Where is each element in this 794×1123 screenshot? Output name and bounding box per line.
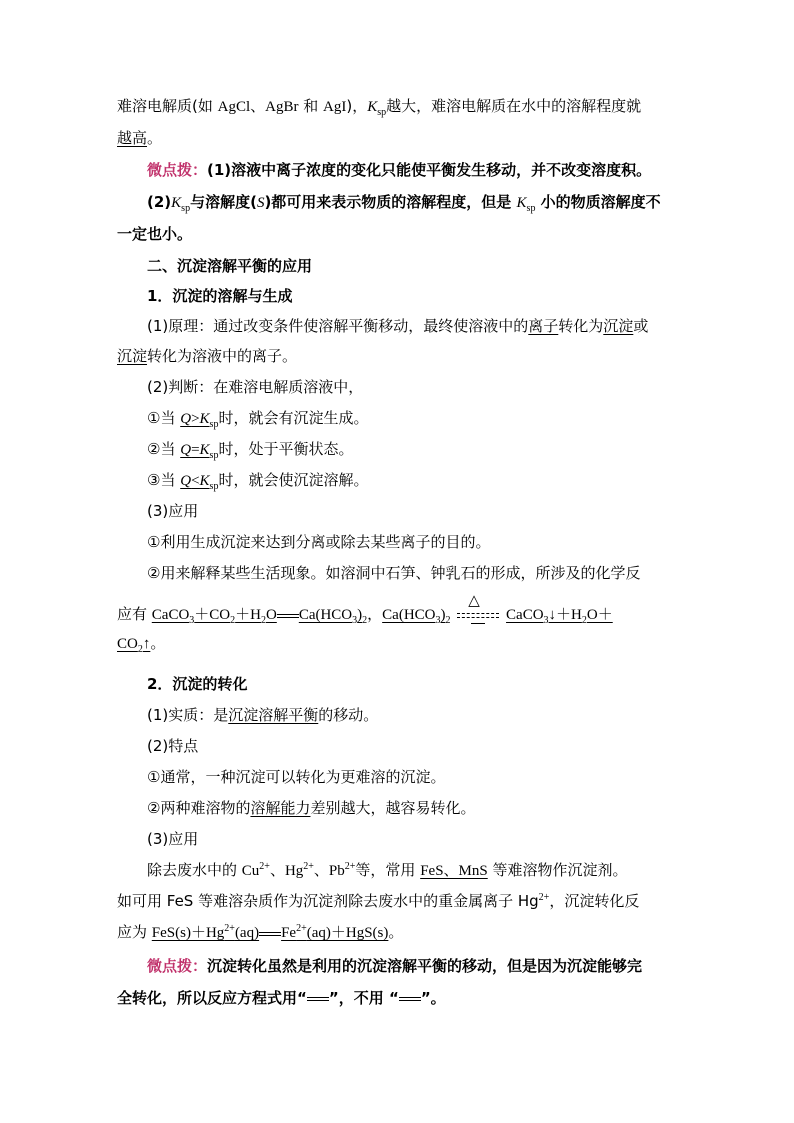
ksp-symbol: K xyxy=(171,195,182,211)
equation-forward: $CaCO_3+CO_2+H_2O$ $Ca(HCO_3)_2$ xyxy=(151,607,368,626)
text-span: ，沉淀转化反 xyxy=(549,892,640,910)
text-line xyxy=(117,891,639,911)
equation-line: 应有 $CaCO_3+CO_2+H_2O$ $Ca(HCO_3)_2$，$Ca(HCO_3)_2$ △ $CaCO_3↓+H_2O+$ xyxy=(117,591,613,626)
text-line xyxy=(147,860,628,881)
heat-symbol: △ xyxy=(468,591,480,609)
q-symbol: Q xyxy=(180,411,192,427)
text-line xyxy=(147,377,363,397)
text-span: 或 xyxy=(633,317,649,335)
text-span: 越大，难溶电解质在水中的溶解程度就 xyxy=(386,97,642,115)
operator: < xyxy=(191,473,200,489)
text-span: 与溶解度( xyxy=(190,193,257,211)
text-line xyxy=(117,128,162,148)
heading-text: 2．沉淀的转化 xyxy=(147,675,248,693)
equation-line xyxy=(117,922,403,943)
ksp-subscript: sp xyxy=(181,203,191,214)
equals-sign-symbol xyxy=(307,997,329,1001)
answer-underlined: 离子 xyxy=(528,317,559,335)
text-span: 时，就会使沉淀溶解。 xyxy=(218,471,369,489)
text-line xyxy=(117,224,192,244)
ksp-subscript: sp xyxy=(377,107,387,118)
text-span: 。 xyxy=(150,634,166,652)
ksp-symbol: K xyxy=(516,195,527,211)
formula-agbr: AgBr xyxy=(265,99,299,115)
ksp-symbol: K xyxy=(199,442,210,458)
text-line xyxy=(117,96,641,117)
ksp-subscript: sp xyxy=(209,450,219,461)
superscript: 2+ xyxy=(538,892,550,903)
text-line xyxy=(147,798,475,818)
text-span: 小的物质溶解度不 xyxy=(535,193,661,211)
text-span: 应为 xyxy=(117,923,152,941)
text-span: ③当 xyxy=(147,471,181,489)
text-line xyxy=(117,346,297,366)
text-span: )， xyxy=(346,97,368,115)
text-span: 时，就会有沉淀生成。 xyxy=(218,409,369,427)
answer-underlined: 沉淀溶解平衡 xyxy=(228,706,319,724)
ksp-symbol: K xyxy=(199,473,210,489)
text-span: (3)应用 xyxy=(147,830,199,848)
text-line xyxy=(147,829,198,849)
text-line xyxy=(147,470,368,491)
answer-underlined: 沉淀 xyxy=(117,347,148,365)
section-heading xyxy=(147,256,312,276)
text-span: 转化为溶液中的离子。 xyxy=(147,347,298,365)
text-span: 和 xyxy=(298,97,324,115)
text-span: (1)实质：是 xyxy=(147,706,229,724)
text-span: 等难溶物作沉淀剂。 xyxy=(487,861,628,879)
operator: > xyxy=(191,411,200,427)
equation-products-cont: $CO_2↑$ xyxy=(117,636,151,655)
tip-label: 微点拨： xyxy=(147,161,208,179)
formula-agcl: AgCl xyxy=(217,99,251,115)
text-line xyxy=(147,316,648,336)
tip-line xyxy=(147,160,651,180)
answer-underlined: 溶解能力 xyxy=(250,799,311,817)
ksp-subscript: sp xyxy=(209,481,219,492)
answer-underlined: FeS、MnS xyxy=(420,863,488,879)
tip-text: 全转化，所以反应方程式用“ xyxy=(117,989,307,1007)
ksp-subscript: sp xyxy=(526,203,536,214)
operator: = xyxy=(191,442,200,458)
subsection-heading xyxy=(147,286,292,306)
answer-underlined: 越高 xyxy=(117,129,148,147)
text-span: (1)原理：通过改变条件使溶解平衡移动，最终使溶液中的 xyxy=(147,317,529,335)
text-line xyxy=(147,705,378,725)
answer-underlined: 沉淀 xyxy=(603,317,634,335)
text-span: 。 xyxy=(147,129,163,147)
text-span: 应有 xyxy=(117,605,152,623)
text-span: 。 xyxy=(388,923,404,941)
text-span: ②两种难溶物的 xyxy=(147,799,251,817)
text-span: ②用来解释某些生活现象。如溶洞中石笋、钟乳石的形成，所涉及的化学反 xyxy=(147,564,641,582)
tip-text: (1)溶液中离子浓度的变化只能使平衡发生移动，并不改变溶度积。 xyxy=(207,161,652,179)
text-span: 如可用 FeS 等难溶杂质作为沉淀剂除去废水中的重金属离子 Hg xyxy=(117,892,539,910)
reversible-sign-symbol xyxy=(399,997,421,1001)
text-span: ①当 xyxy=(147,409,181,427)
text-line xyxy=(147,767,445,787)
text-span: 除去废水中的 xyxy=(147,861,242,879)
q-symbol: Q xyxy=(180,473,192,489)
text-line xyxy=(147,563,640,583)
text-line xyxy=(147,439,353,460)
heading-text: 1．沉淀的溶解与生成 xyxy=(147,287,293,305)
text-span: 一定也小。 xyxy=(117,225,193,243)
heading-text: 二、沉淀溶解平衡的应用 xyxy=(147,257,313,275)
tip-line xyxy=(147,956,642,976)
text-span: ①通常，一种沉淀可以转化为更难溶的沉淀。 xyxy=(147,768,446,786)
text-span: 转化为 xyxy=(558,317,604,335)
text-span: 难溶电解质(如 xyxy=(117,97,218,115)
text-line xyxy=(117,633,165,654)
equation-products: $CaCO_3↓+H_2O+$ xyxy=(506,607,613,626)
text-span: 差别越大，越容易转化。 xyxy=(310,799,476,817)
tip-text: ”，不用 “ xyxy=(328,989,399,1007)
text-span: 的移动。 xyxy=(318,706,379,724)
tip-text: 沉淀转化虽然是利用的沉淀溶解平衡的移动，但是因为沉淀能够完 xyxy=(207,957,643,975)
text-line xyxy=(147,192,661,213)
formula-agi: AgI xyxy=(323,99,347,115)
q-symbol: Q xyxy=(180,442,192,458)
text-span: ①利用生成沉淀来达到分离或除去某些离子的目的。 xyxy=(147,533,491,551)
equation-reactant: $Ca(HCO_3)_2$ xyxy=(382,607,451,626)
ksp-symbol: K xyxy=(367,99,378,115)
tip-line xyxy=(117,988,446,1008)
text-span: 等，常用 xyxy=(355,861,421,879)
ksp-subscript: sp xyxy=(209,419,219,430)
ion-list: $Cu^{2+}$、$Hg^{2+}$、$Pb^{2+}$ xyxy=(241,861,356,879)
subsection-heading xyxy=(147,674,247,694)
text-span: )都可用来表示物质的溶解程度，但是 xyxy=(264,193,517,211)
text-line xyxy=(147,736,198,756)
ksp-symbol: K xyxy=(199,411,210,427)
heat-arrow xyxy=(455,591,501,624)
tip-label: 微点拨： xyxy=(147,957,208,975)
s-symbol: S xyxy=(256,195,265,211)
text-span: (2)特点 xyxy=(147,737,199,755)
text-span: (2)判断：在难溶电解质溶液中， xyxy=(147,378,364,396)
text-span: ②当 xyxy=(147,440,181,458)
equation-conversion: $FeS(s)+Hg^{2+}(aq)$ $Fe^{2+}(aq)+HgS(s)$ xyxy=(151,923,389,941)
text-line xyxy=(147,408,368,429)
text-line xyxy=(147,532,490,552)
tip-text: ”。 xyxy=(420,989,446,1007)
text-span: (3)应用 xyxy=(147,502,199,520)
text-span: (2) xyxy=(147,193,172,211)
text-line xyxy=(147,501,198,521)
text-span: 、 xyxy=(250,97,266,115)
text-span: 时，处于平衡状态。 xyxy=(218,440,354,458)
